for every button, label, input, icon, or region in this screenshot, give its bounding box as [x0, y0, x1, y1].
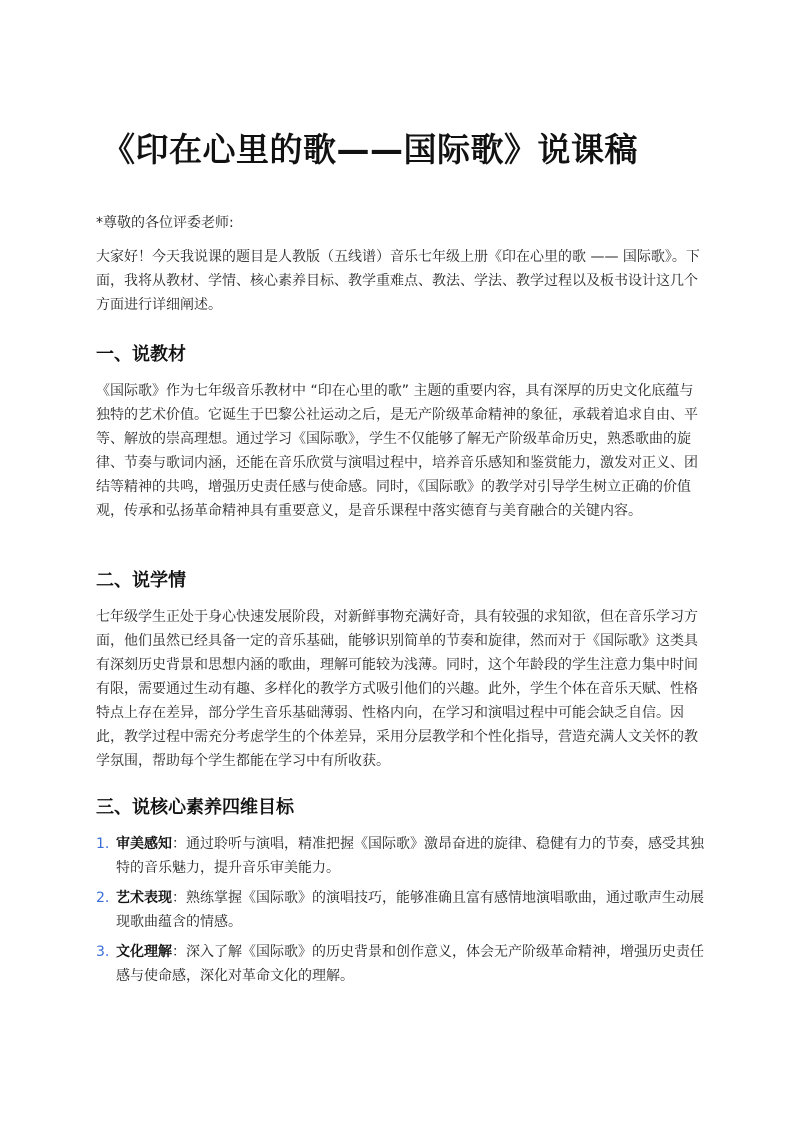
goals-list [96, 832, 704, 994]
goal-term: 审美感知 [116, 836, 172, 852]
section-heading-goals: 三、说核心素养四维目标 [96, 797, 294, 818]
salutation: *尊敬的各位评委老师: [96, 215, 234, 231]
section-paragraph-students: 七年级学生正处于身心快速发展阶段，对新鲜事物充满好奇，具有较强的求知欲，但在音乐学习方面，他们虽然已经具备一定的音乐基础，能够识别简单的节奏和旋律，然而对于《国际歌》这类具有深刻历史背景和思想内涵的歌曲，理解可能较为浅薄。同时，这个年龄段的学生注意力集中时间有限，需要通过生动有趣、多样化的教学方式吸引他们的兴趣。此外，学生个体在音乐天赋、性格特点上存在差异，部分学生音乐基础薄弱、性格内向，在学习和演唱过程中可能会缺乏自信。因此，教学过程中需充分考虑学生的个体差异，采用分层教学和个性化指导，营造充满人文关怀的教学氛围，帮助每个学生都能在学习中有所收获。 [96, 609, 698, 769]
section-heading-textbook: 一、说教材 [96, 344, 186, 365]
list-number: 3. [96, 944, 110, 960]
goal-text: ：熟练掌握《国际歌》的演唱技巧，能够准确且富有感情地演唱歌曲，通过歌声生动展现歌曲蕴含的情感。 [116, 890, 704, 930]
goal-text: ：通过聆听与演唱，精准把握《国际歌》激昂奋进的旋律、稳健有力的节奏，感受其独特的音乐魅力，提升音乐审美能力。 [116, 836, 704, 876]
goal-text: ：深入了解《国际歌》的历史背景和创作意义，体会无产阶级革命精神，增强历史责任感与使命感，深化对革命文化的理解。 [116, 944, 704, 984]
section-paragraph-textbook: 《国际歌》作为七年级音乐教材中 “印在心里的歌” 主题的重要内容，具有深厚的历史文化底蕴与独特的艺术价值。它诞生于巴黎公社运动之后，是无产阶级革命精神的象征，承载着追求自由、平等、解放的崇高理想。通过学习《国际歌》，学生不仅能够了解无产阶级革命历史，熟悉歌曲的旋律、节奏与歌词内涵，还能在音乐欣赏与演唱过程中，培养音乐感知和鉴赏能力，激发对正义、团结等精神的共鸣，增强历史责任感与使命感。同时，《国际歌》的教学对引导学生树立正确的价值观，传承和弘扬革命精神具有重要意义，是音乐课程中落实德育与美育融合的关键内容。 [96, 383, 698, 519]
list-item [96, 832, 704, 880]
goal-term: 文化理解 [116, 944, 172, 960]
page-title: 《印在心里的歌——国际歌》说课稿 [102, 130, 638, 169]
goal-term: 艺术表现 [116, 890, 172, 906]
list-item [96, 886, 704, 934]
list-number: 1. [96, 836, 110, 852]
intro-paragraph: 大家好！今天我说课的题目是人教版（五线谱）音乐七年级上册《印在心里的歌 —— 国际歌》。下面，我将从教材、学情、核心素养目标、教学重难点、教法、学法、教学过程以及板书设计这几个方面进行详细阐述。 [96, 249, 700, 313]
list-item [96, 940, 704, 988]
list-number: 2. [96, 890, 110, 906]
section-heading-students: 二、说学情 [96, 570, 186, 591]
